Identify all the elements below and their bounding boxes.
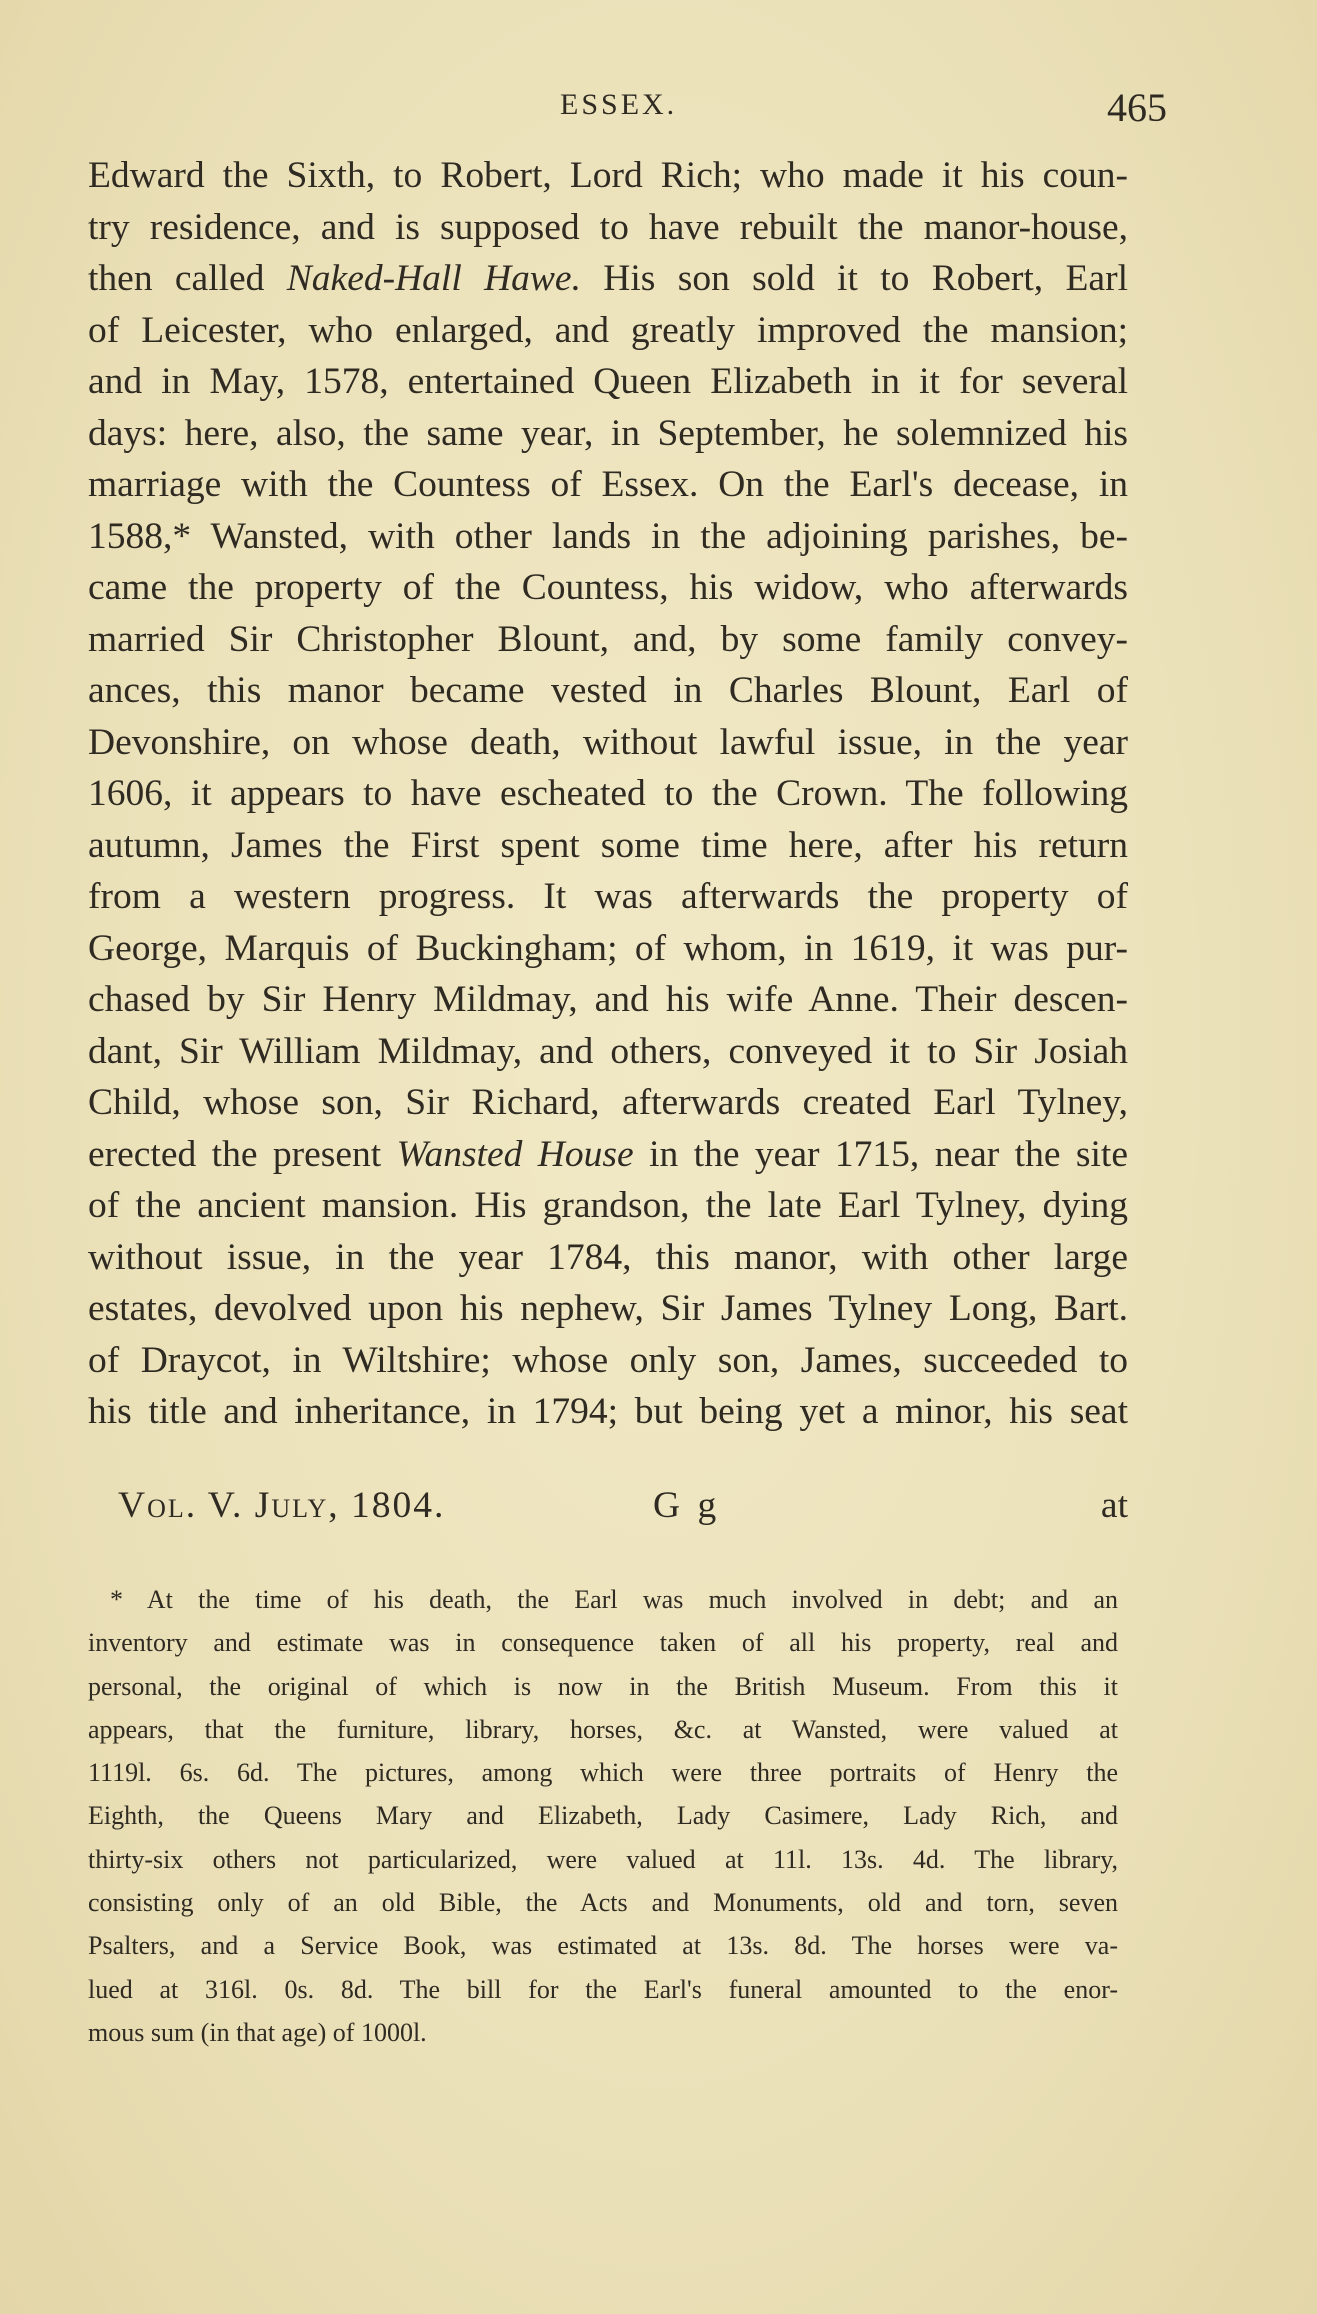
footnote-line: lued at 316l. 0s. 8d. The bill for the Earl's funeral amounted to the enor- — [88, 1974, 1118, 2004]
text-line: estates, devolved upon his nephew, Sir James Tylney Long, Bart. — [88, 1288, 1128, 1329]
running-head-title: ESSEX. — [560, 88, 678, 121]
footnote-line: appears, that the furniture, library, horses, &c. at Wansted, were valued at — [88, 1714, 1118, 1744]
body-text — [88, 150, 1128, 1438]
text-fragment: erected the present — [88, 1133, 397, 1175]
footnote-line: personal, the original of which is now in the British Museum. From this it — [88, 1671, 1118, 1701]
text-line: ances, this manor became vested in Charles Blount, Earl of — [88, 670, 1128, 711]
text-line: dant, Sir William Mildmay, and others, conveyed it to Sir Josiah — [88, 1030, 1128, 1072]
footnote-line: Psalters, and a Service Book, was estimated at 13s. 8d. The horses were va- — [88, 1931, 1118, 1961]
text-line: days: here, also, the same year, in September, he solemnized his — [88, 412, 1128, 454]
text-fragment: then called — [88, 258, 287, 299]
volume-date: Vol. V. July, 1804. — [118, 1485, 446, 1526]
text-line: Devonshire, on whose death, without lawful issue, in the year — [88, 721, 1128, 763]
text-line: Edward the Sixth, to Robert, Lord Rich; who made it his coun- — [88, 155, 1128, 196]
text-line: George, Marquis of Buckingham; of whom, in 1619, it was pur- — [88, 927, 1128, 969]
italic-title: Wansted House — [396, 1133, 634, 1175]
text-line: chased by Sir Henry Mildmay, and his wife Anne. Their descen- — [88, 979, 1128, 1020]
text-line: 1588,* Wansted, with other lands in the adjoining parishes, be- — [88, 515, 1128, 557]
text-fragment: in the year 1715, near the site — [633, 1133, 1128, 1175]
text-line: of the ancient mansion. His grandson, the late Earl Tylney, dying — [88, 1185, 1128, 1226]
text-line: his title and inheritance, in 1794; but being yet a minor, his seat — [88, 1391, 1128, 1432]
text-line: Child, whose son, Sir Richard, afterwards created Earl Tylney, — [88, 1082, 1128, 1123]
footnote — [88, 1578, 1118, 2054]
text-line: from a western progress. It was afterwards the property of — [88, 876, 1128, 917]
footnote-line: inventory and estimate was in consequence taken of all his property, real and — [88, 1628, 1118, 1658]
footnote-line: Eighth, the Queens Mary and Elizabeth, Lady Casimere, Lady Rich, and — [88, 1801, 1118, 1831]
text-line: and in May, 1578, entertained Queen Elizabeth in it for several — [88, 361, 1128, 402]
signature-line — [118, 1480, 1128, 1532]
text-fragment: His son sold it to Robert, Earl — [580, 258, 1128, 299]
page-number: 465 — [1107, 85, 1167, 130]
text-line: of Leicester, who enlarged, and greatly improved the mansion; — [88, 309, 1128, 351]
text-line: came the property of the Countess, his widow, who afterwards — [88, 567, 1128, 608]
footnote-line: thirty-six others not particularized, were valued at 11l. 13s. 4d. The library, — [88, 1844, 1118, 1874]
text-line: married Sir Christopher Blount, and, by some family convey- — [88, 618, 1128, 660]
text-line: of Draycot, in Wiltshire; whose only son, James, succeeded to — [88, 1339, 1128, 1381]
text-line — [88, 253, 1128, 305]
catchword: at — [1100, 1485, 1128, 1526]
text-line: autumn, James the First spent some time here, after his return — [88, 824, 1128, 866]
text-line: try residence, and is supposed to have rebuilt the manor-house, — [88, 206, 1128, 248]
footnote-line: mous sum (in that age) of 1000l. — [88, 2017, 427, 2047]
footnote-line: consisting only of an old Bible, the Acts and Monuments, old and torn, seven — [88, 1888, 1118, 1918]
italic-title: Naked-Hall Hawe. — [286, 258, 581, 299]
text-line: marriage with the Countess of Essex. On the Earl's decease, in — [88, 464, 1128, 505]
signature-mark: G g — [653, 1485, 721, 1526]
text-line — [88, 1129, 1128, 1181]
footnote-line: * At the time of his death, the Earl was much involved in debt; and an — [110, 1585, 1118, 1614]
text-line: without issue, in the year 1784, this manor, with other large — [88, 1236, 1128, 1278]
footnote-line: 1119l. 6s. 6d. The pictures, among which were three portraits of Henry the — [88, 1758, 1118, 1788]
running-head — [0, 85, 1317, 138]
text-line: 1606, it appears to have escheated to the Crown. The following — [88, 773, 1128, 814]
